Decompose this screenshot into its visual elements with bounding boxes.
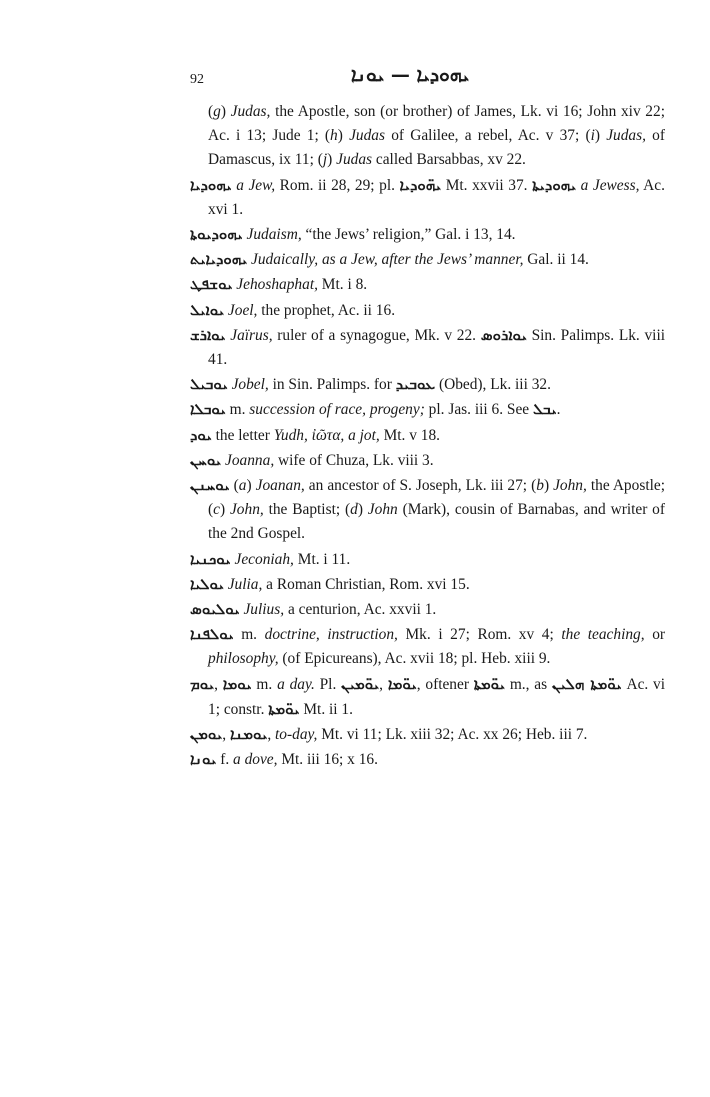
syriac-headword: ܝܘܡܢ [190,725,223,744]
entry-text: Gal. ii 14. [523,251,589,269]
italic-text: doctrine, instruction, [264,626,398,644]
dictionary-entries [190,100,665,772]
syriac-headword: ܝܘܐܪܫ [190,325,226,344]
entry-text: m. [233,626,265,644]
entry-text: Mt. i 8. [317,276,368,294]
dictionary-entry [190,448,665,473]
syriac-headword: ܝܘ̈ܡܐ [387,674,417,693]
entry-text: a Roman Christian, Rom. xvi 15. [262,575,470,593]
italic-text: g [213,103,221,120]
entry-text: an ancestor of S. Joseph, Lk. iii 27; ( [304,477,537,495]
italic-text: b [536,477,544,495]
syriac-headword: ܝܘ̈ܡܬܐ [268,699,300,718]
syriac-headword: ܝܘܢܐ [190,750,217,769]
italic-text: Judas [349,127,385,145]
dictionary-entry [190,672,665,722]
entry-text: , [267,726,276,744]
entry-text: a centurion, Ac. xxvii 1. [284,601,437,619]
entry-text: ) [337,127,350,145]
italic-text: Judas [336,151,373,169]
dictionary-entry [190,298,665,323]
italic-text: John, [553,477,587,495]
syriac-headword: ܝܘ̈ܡܬܐ [473,674,506,693]
dictionary-entry [190,722,665,747]
syriac-headword: ܝܘܕ [190,425,212,444]
italic-text: Yudh, ἰῶτα, a jot, [273,426,380,444]
entry-text: the Apostle; ( [208,477,665,519]
syriac-headword: ܝܒܠ [532,400,557,419]
italic-text: John, [229,501,264,519]
entry-text: wife of Chuza, Lk. viii 3. [274,451,434,469]
italic-text: Judas, [230,103,271,120]
italic-text: a Jew, [236,176,276,194]
entry-text: or [644,626,666,644]
italic-text: Joel, [227,301,258,319]
entry-text: , [214,675,223,693]
italic-text: Jobel, [231,376,269,394]
dictionary-entry [190,372,665,397]
dictionary-entry [190,547,665,572]
entry-text: Sin. Palimps. Lk. viii 41. [208,326,666,369]
dictionary-entry [190,572,665,597]
italic-text: philosophy, [208,650,279,668]
entry-text: (Mark), cousin of Barnabas, and writer of the 2nd Gospel. [208,501,666,543]
italic-text: a Jewess, [580,176,640,194]
entry-text: called Barsabbas, xv 22. [372,151,526,169]
entry-text: ) [219,501,230,519]
entry-text: m., as [505,675,552,693]
entry-text: , [222,726,230,744]
entry-text: the Baptist; ( [263,501,351,519]
syriac-headword: ܝܘܡܐ [222,674,252,693]
entry-text: ) [357,501,368,519]
syriac-headword: ܝܘܟܢܝܐ [190,549,231,568]
italic-text: Judaism, [246,226,302,244]
syriac-headword: ܝܘܫܦܛ [190,275,233,294]
entry-text: ) [220,103,231,120]
entry-text: “the Jews’ religion,” Gal. i 13, 14. [301,226,516,244]
dictionary-entry [190,222,665,247]
entry-text: Ac. vi 1; constr. [208,675,666,718]
dictionary-entry [190,473,665,547]
syriac-headword: ܝܘܡ [190,674,215,693]
entry-text: , oftener [416,675,474,693]
entry-text: Mt. iii 16; x 16. [277,751,378,769]
italic-text: d [350,501,358,519]
italic-text: Julia, [227,575,263,593]
entry-text: the Apostle, son (or brother) of James, Lk. vi 16; John xiv 22; Ac. i 13; Jude 1; ( [208,103,665,145]
syriac-headword: ܝܗܘܕܝܐܝܬ [190,250,248,269]
italic-text: c [213,501,220,519]
syriac-headword: ܝܘܐܝܠ [190,300,225,319]
dictionary-entry [190,423,665,448]
entry-text: Mt. v 18. [379,426,441,444]
syriac-headword: ܝܘ̈ܡܝܢ [341,674,380,693]
dictionary-entry [190,622,665,671]
italic-text: Joanna, [225,451,275,469]
syriac-headword: ܥܘܒܝܕ [395,375,436,394]
dictionary-entry [190,597,665,622]
entry-text: Mt. ii 1. [299,700,353,718]
entry-text: the prophet, Ac. ii 16. [257,301,396,319]
entry-text: ( [229,477,239,495]
italic-text: j [322,151,328,169]
dictionary-entry [190,323,665,372]
entry-text: of Damascus, ix 11; ( [208,127,665,169]
entry-text: Mk. i 27; Rom. xv 4; [397,626,562,644]
dictionary-entry [190,747,665,772]
syriac-headword: ܝܗܘܕܝܘܬܐ [190,225,243,244]
entry-text: Mt. vi 11; Lk. xiii 32; Ac. xx 26; Heb. iii 7. [317,726,588,744]
syriac-headword: ܝܘܠܝܐ [190,574,224,593]
dictionary-entry [190,100,665,173]
entry-text: the letter [211,426,274,444]
entry-text: Ac. xvi 1. [208,176,665,218]
italic-text: the teaching, [561,626,645,644]
entry-text: Pl. [314,675,342,693]
syriac-headword: ܝܘܒܠܐ [190,400,226,419]
italic-text: John [367,501,398,519]
entry-text: (Obed), Lk. iii 32. [435,376,551,394]
italic-text: Jaïrus, [230,326,273,344]
entry-text: Rom. ii 28, 29; pl. [275,176,400,194]
entry-text: , [379,675,388,693]
italic-text: i [590,127,595,145]
entry-text: in Sin. Palimps. for [268,376,396,394]
entry-text: Mt. xxvii 37. [441,176,533,194]
entry-text: ( [208,103,214,120]
entry-text: (of Epicureans), Ac. xvii 18; pl. Heb. xiii 9. [278,650,551,668]
entry-text: of Galilee, a rebel, Ac. v 37; ( [385,127,591,145]
entry-text: ) [543,477,554,495]
italic-text: to-day, [275,726,318,744]
page-number: 92 [190,72,204,87]
italic-text: a dove, [233,751,278,769]
syriac-headword: ܝܘܚܢܢ [190,476,230,495]
italic-text: Jehoshaphat, [236,276,318,294]
italic-text: h [330,127,338,145]
syriac-headword: ܝܘܠܦܢܐ [190,625,234,644]
entry-text: ) [327,151,337,169]
italic-text: succession of race, progeny; [249,401,425,419]
dictionary-entry [190,272,665,297]
italic-text: a day. [277,675,315,693]
syriac-headword: ܝܘܒܝܠ [190,375,228,394]
entry-text: m. [225,401,250,419]
syriac-headword: ܝܘ̈ܡܬܐ ܗܠܝܢ [551,674,622,693]
italic-text: Joanan, [255,477,305,495]
syriac-headword: ܝܘܚܢ [190,450,222,469]
entry-text: m. [251,675,278,693]
entry-text: Mt. i 11. [293,550,351,568]
entry-text: ) [246,477,256,495]
syriac-headword: ܝܗܘܕܝܐ [190,175,232,194]
dictionary-entry [190,173,665,222]
italic-text: Judas, [606,127,646,145]
italic-text: Judaically, as a Jew, after the Jews’ manner, [251,251,524,269]
italic-text: Jeconiah, [234,550,294,568]
syriac-headword: ܝܗ̈ܘܕܝܐ [399,175,442,194]
syriac-headword: ܝܘܡܢܐ [229,725,268,744]
entry-text: . [556,401,561,419]
dictionary-entry [190,397,665,422]
syriac-headword: ܝܘܠܝܘܣ [190,600,240,619]
italic-text: Julius, [243,601,285,619]
entry-text: ) [594,127,607,145]
syriac-headword: ܝܗܘܕܝܬܐ [532,175,577,194]
entry-text: pl. Jas. iii 6. See [424,401,533,419]
syriac-headword: ܝܘܐܪܘܣ [480,325,527,344]
entry-text: f. [216,751,234,769]
entry-text: ruler of a synagogue, Mk. v 22. [272,326,481,344]
italic-text: a [238,477,247,495]
dictionary-entry [190,247,665,272]
running-head: ܝܗܘܕܝܐ — ܝܘܢܐ [350,64,470,86]
